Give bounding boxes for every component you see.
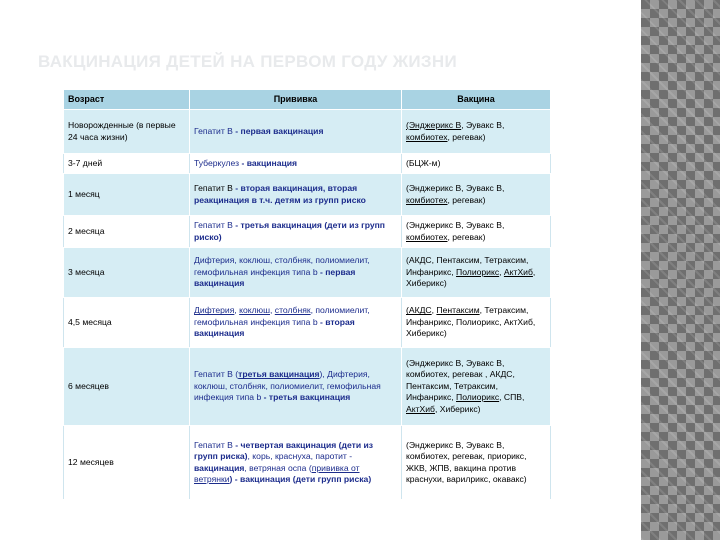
cell-age: Новорожденные (в первые 24 часа жизни) — [64, 110, 190, 154]
vaccination-text-segment: Гепатит В — [194, 125, 233, 136]
cell-vaccination — [190, 298, 402, 348]
vaccination-text-segment: прививка от ветрянки — [194, 462, 360, 484]
vaccine-text-segment: комбиотех — [406, 231, 448, 242]
table-row — [64, 216, 551, 248]
vaccine-text-segment: комбиотех — [406, 194, 448, 205]
vaccine-text-segment: (Энджерикс В, Эувакс В, — [406, 220, 505, 231]
cell-vaccine — [402, 174, 551, 216]
vaccine-text-segment: , регевак) — [447, 194, 486, 205]
vaccination-text-segment: коклюш — [239, 305, 270, 316]
table-row — [64, 348, 551, 426]
vaccination-text-segment: , — [270, 305, 275, 316]
table-row — [64, 154, 551, 174]
header-age: Возраст — [64, 90, 190, 110]
cell-vaccine — [402, 426, 551, 500]
vaccine-text-segment: Полиорикс — [456, 266, 500, 277]
cell-age: 6 месяцев — [64, 348, 190, 426]
cell-vaccination — [190, 110, 402, 154]
cell-vaccine — [402, 348, 551, 426]
table-row — [64, 248, 551, 298]
cell-age: 4,5 месяца — [64, 298, 190, 348]
vaccination-text-segment: ), Дифтерия, коклюш, столбняк, полиомиелит, гемофильная инфекция типа b — [194, 369, 381, 403]
table-header-row — [64, 90, 551, 110]
cell-vaccination — [190, 174, 402, 216]
vaccination-text-segment: - вторая вакцинация — [194, 316, 355, 339]
vaccine-text-segment: (Энджерикс В, Эувакс В, — [406, 183, 505, 194]
vaccination-text-segment: столбняк — [274, 305, 311, 316]
vaccination-text-segment: Гепатит В ( — [194, 369, 239, 380]
vaccine-text-segment: АктХиб — [406, 403, 435, 414]
vaccine-text-segment: (АКДС, Пентаксим, Тетраксим, Инфанрикс, — [406, 255, 529, 277]
header-vaccination: Прививка — [190, 90, 402, 110]
vaccination-text-segment: , вторая реакцинация в т.ч. детям из групп риско — [194, 183, 366, 205]
cell-vaccination — [190, 426, 402, 500]
cell-vaccine — [402, 154, 551, 174]
vaccination-table — [63, 89, 551, 500]
cell-age: 3 месяца — [64, 248, 190, 298]
cell-age: 12 месяцев — [64, 426, 190, 500]
table-row — [64, 298, 551, 348]
vaccination-text-segment: , ветряная оспа ( — [244, 462, 312, 473]
cell-vaccine — [402, 110, 551, 154]
vaccine-text-segment: (Энджерикс В, Эувакс В, комбиотех, регевак , АКДС, Пентаксим, Тетраксим, Инфанрикс, — [406, 357, 515, 403]
vaccine-text-segment: (АКДС — [406, 305, 432, 316]
cell-vaccination — [190, 216, 402, 248]
decorative-pattern-strip — [641, 0, 720, 540]
vaccination-text-segment: - первая вакцинация — [194, 266, 356, 289]
vaccination-text-segment: - третья вакцинация — [261, 392, 351, 403]
cell-age: 2 месяца — [64, 216, 190, 248]
table-row — [64, 110, 551, 154]
vaccine-text-segment: , Тетраксим, Инфанрикс, Полиорикс, АктХиб, Хиберикс) — [406, 305, 536, 339]
vaccination-text-segment: Гепатит В — [194, 439, 233, 450]
vaccination-text-segment: - третья вакцинация (дети из групп риско) — [194, 220, 385, 242]
vaccination-text-segment: Гепатит В — [194, 183, 233, 194]
cell-vaccination — [190, 248, 402, 298]
vaccination-text-segment: ) - вакцинация (дети групп риска) — [229, 473, 372, 484]
cell-age: 1 месяц — [64, 174, 190, 216]
vaccination-text-segment: Туберкулез — [194, 157, 240, 168]
vaccine-text-segment: АктХиб — [503, 266, 533, 277]
vaccine-text-segment: , СПВ, — [499, 392, 525, 403]
table-row — [64, 426, 551, 500]
cell-vaccine — [402, 298, 551, 348]
cell-vaccination — [190, 348, 402, 426]
vaccine-text-segment: комбиотех — [406, 131, 448, 142]
vaccine-text-segment: , Хиберикс) — [434, 403, 481, 414]
table-row — [64, 174, 551, 216]
vaccine-text-segment: (Энджерикс В, Эувакс В, комбиотех, регевак, приорикс, ЖКВ, ЖПВ, вакцина против краснухи, варилрикс, окавакс) — [406, 439, 527, 484]
vaccination-text-segment: Гепатит В — [194, 220, 233, 231]
vaccination-text-segment: - вторая вакцинация — [232, 183, 323, 194]
vaccine-text-segment: Полиорикс — [456, 392, 500, 403]
vaccination-text-segment: - вакцинация — [239, 157, 298, 168]
header-vaccine: Вакцина — [402, 90, 551, 110]
cell-vaccine — [402, 216, 551, 248]
vaccination-text-segment: , корь, краснуха, паротит - — [247, 451, 353, 462]
vaccine-text-segment: (БЦЖ-м) — [406, 157, 441, 168]
vaccination-text-segment: - четвертая вакцинация (дети из групп риска) — [194, 439, 374, 462]
vaccine-text-segment: , Хиберикс) — [406, 266, 536, 289]
vaccination-text-segment: Дифтерия — [194, 305, 235, 316]
vaccine-text-segment: , — [499, 266, 504, 277]
vaccine-text-segment: , Эувакс В, — [461, 120, 505, 131]
vaccination-text-segment: , полиомиелит, гемофильная инфекция типа b — [194, 305, 370, 327]
cell-age: 3-7 дней — [64, 154, 190, 174]
slide-title: ВАКЦИНАЦИЯ ДЕТЕЙ НА ПЕРВОМ ГОДУ ЖИЗНИ — [38, 52, 457, 71]
vaccine-text-segment: , — [431, 305, 437, 316]
vaccination-text-segment: Дифтерия, коклюш, столбняк, полиомиелит, гемофильная инфекция типа b — [194, 255, 370, 277]
vaccination-text-segment: третья вакцинация — [238, 369, 320, 380]
vaccine-text-segment: (Энджерикс В — [406, 120, 462, 131]
vaccination-text-segment: вакцинация — [194, 462, 245, 473]
vaccination-text-segment: , — [234, 305, 240, 316]
vaccine-text-segment: Пентаксим — [436, 305, 480, 316]
cell-vaccination — [190, 154, 402, 174]
cell-vaccine — [402, 248, 551, 298]
vaccine-text-segment: , регевак) — [447, 131, 486, 142]
vaccine-text-segment: , регевак) — [447, 231, 486, 242]
vaccination-text-segment: - первая вакцинация — [232, 125, 324, 136]
